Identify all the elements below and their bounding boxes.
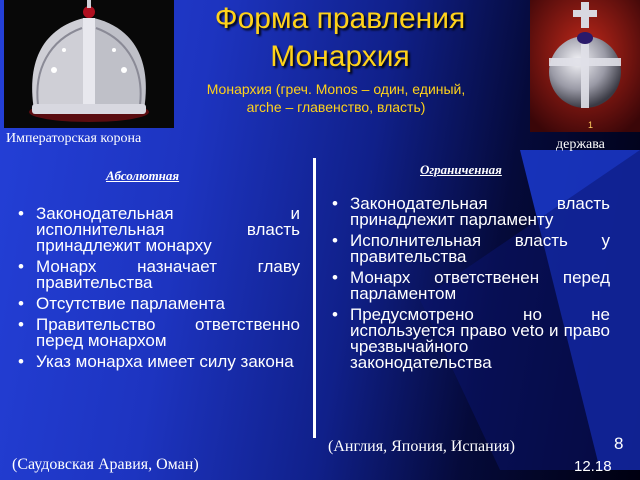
slide-subtitle — [186, 80, 486, 116]
list-item: • Монарх назначает главу правительства — [16, 259, 300, 291]
limited-monarchy-examples: (Англия, Япония, Испания) — [328, 438, 515, 455]
list-item: • Законодательная и исполнительная власть принадлежит монарху — [16, 206, 300, 254]
list-item: • Законодательная власть принадлежит парламенту — [330, 196, 610, 228]
subtitle-line-1: Монархия (греч. Monos – один, единый, — [206, 81, 466, 97]
list-item: • Предусмотрено но не используется право veto и право чрезвычайного законодательства — [330, 307, 610, 371]
list-item: • Монарх ответственен перед парламентом — [330, 270, 610, 302]
absolute-monarchy-examples: (Саудовская Аравия, Оман) — [12, 456, 199, 473]
column-divider — [313, 158, 316, 438]
orb-mark: 1 — [588, 120, 594, 130]
orb-image — [530, 0, 640, 132]
slide-title-monarchy: Монархия — [270, 40, 410, 73]
list-item: • Исполнительная власть у правительства — [330, 233, 610, 265]
orb-caption: держава — [556, 137, 605, 152]
list-item: • Отсутствие парламента — [16, 296, 300, 312]
subtitle-line-2: arche – главенство, власть) — [246, 99, 426, 115]
slide-date: 12.18 — [574, 458, 612, 475]
slide-title: Форма правления — [214, 2, 466, 35]
imperial-crown-image — [4, 0, 174, 128]
page-number: 8 — [614, 434, 624, 453]
limited-monarchy-list — [330, 196, 610, 376]
crown-caption: Императорская корона — [6, 131, 142, 146]
absolute-monarchy-heading: Абсолютная — [106, 168, 180, 183]
absolute-monarchy-list — [16, 206, 300, 375]
list-item: • Указ монарха имеет силу закона — [16, 354, 300, 370]
list-item: • Правительство ответственно перед монархом — [16, 317, 300, 349]
limited-monarchy-heading: Ограниченная — [420, 162, 502, 177]
